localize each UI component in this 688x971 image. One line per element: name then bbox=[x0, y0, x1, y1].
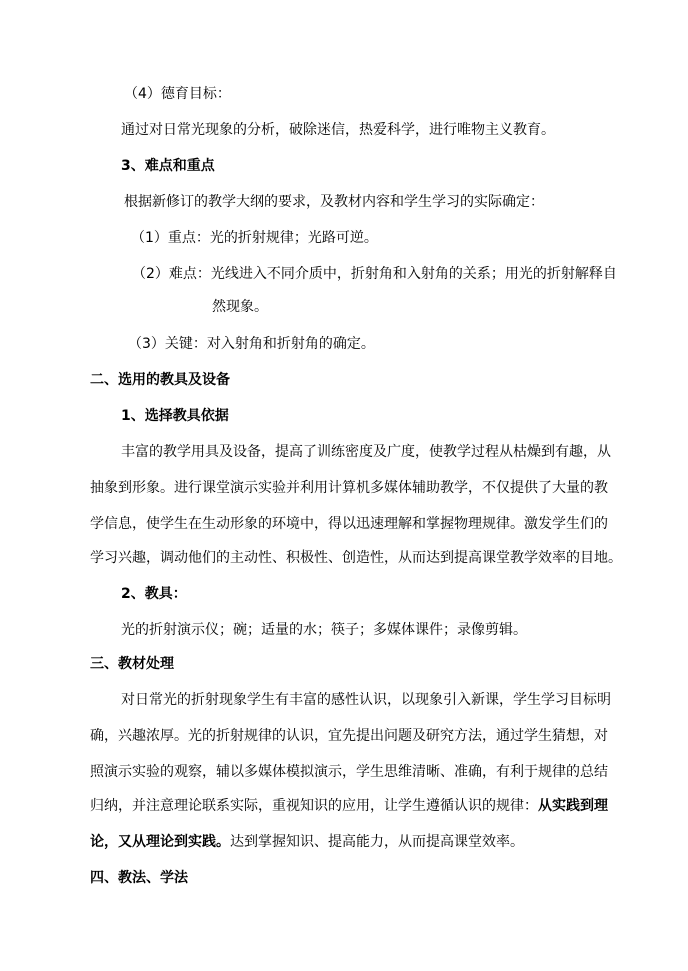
tools-list: 光的折射演示仪；碗；适量的水；筷子；多媒体课件；录像剪辑。 bbox=[121, 622, 527, 638]
material-para-line4 bbox=[90, 797, 608, 815]
material-bold-phrase-b: 论，又从理论到实践。 bbox=[90, 834, 230, 850]
tools-heading: 2、教具： bbox=[121, 586, 187, 602]
material-para-line2: 确，兴趣浓厚。光的折射规律的认识，宜先提出问题及研究方法，通过学生猜想，对 bbox=[90, 728, 608, 744]
crux-point: （3）关键：对入射角和折射角的确定。 bbox=[128, 336, 375, 352]
section3-heading: 三、教材处理 bbox=[90, 656, 174, 672]
moral-goal-heading: （4）德育目标： bbox=[124, 86, 231, 102]
material-para-line3: 照演示实验的观察，辅以多媒体模拟演示，学生思维清晰、准确，有利于规律的总结 bbox=[90, 764, 608, 780]
difficulty-heading: 3、难点和重点 bbox=[121, 158, 215, 174]
moral-goal-text: 通过对日常光现象的分析，破除迷信，热爱科学，进行唯物主义教育。 bbox=[121, 122, 555, 138]
basis-para-line3: 学信息，使学生在生动形象的环境中，得以迅速理解和掌握物理规律。激发学生们的 bbox=[90, 516, 608, 532]
section4-heading: 四、教法、学法 bbox=[90, 870, 188, 886]
basis-para-line1: 丰富的教学用具及设备，提高了训练密度及广度，使教学过程从枯燥到有趣，从 bbox=[121, 444, 611, 460]
basis-para-line4: 学习兴趣，调动他们的主动性、积极性、创造性，从而达到提高课堂教学效率的目地。 bbox=[90, 550, 622, 566]
material-para-line4-text: 归纳，并注意理论联系实际，重视知识的应用，让学生遵循认识的规律： bbox=[90, 798, 538, 814]
material-para-line5 bbox=[90, 833, 524, 851]
section2-heading: 二、选用的教具及设备 bbox=[90, 372, 230, 388]
material-para-line1: 对日常光的折射现象学生有丰富的感性认识，以现象引入新课，学生学习目标明 bbox=[121, 692, 611, 708]
material-tail-text: 达到掌握知识、提高能力，从而提高课堂效率。 bbox=[230, 834, 524, 850]
key-point: （1）重点：光的折射规律；光路可逆。 bbox=[131, 230, 378, 246]
difficult-point-line2: 然现象。 bbox=[212, 299, 268, 315]
material-bold-phrase-a: 从实践到理 bbox=[538, 798, 608, 814]
difficulty-intro: 根据新修订的教学大纲的要求，及教材内容和学生学习的实际确定： bbox=[124, 194, 544, 210]
basis-heading: 1、选择教具依据 bbox=[121, 408, 229, 424]
difficult-point-line1: （2）难点：光线进入不同介质中，折射角和入射角的关系；用光的折射解释自 bbox=[132, 266, 617, 282]
basis-para-line2: 抽象到形象。进行课堂演示实验并利用计算机多媒体辅助教学，不仅提供了大量的教 bbox=[90, 480, 608, 496]
